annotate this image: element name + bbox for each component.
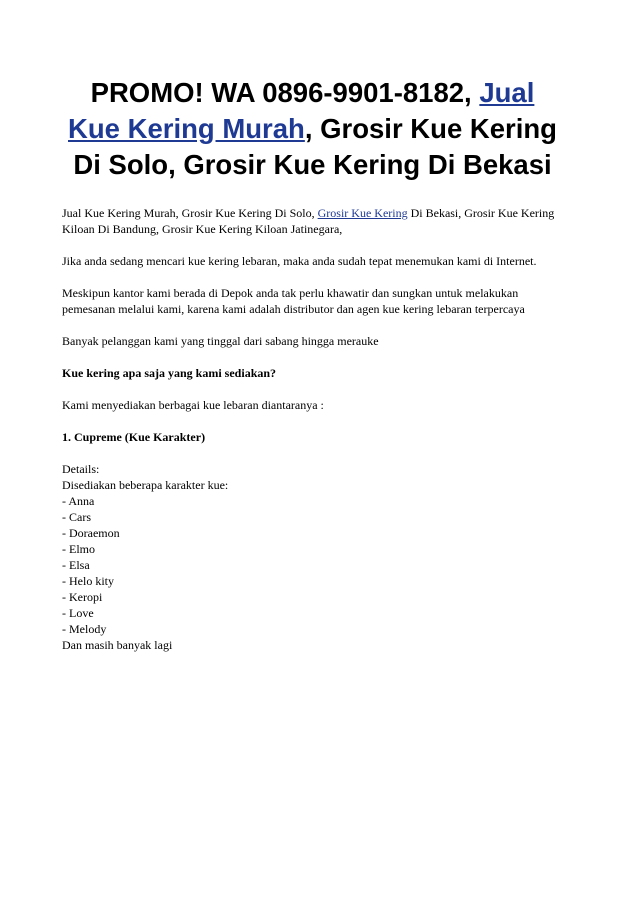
title-link[interactable]: Jual Kue Kering Murah	[68, 77, 535, 144]
details-block	[62, 461, 563, 653]
list-item: - Doraemon	[62, 526, 120, 540]
details-label: Details:	[62, 462, 100, 476]
document-body	[62, 205, 563, 653]
details-subtitle: Disediakan beberapa karakter kue:	[62, 478, 229, 492]
list-item: - Keropi	[62, 590, 103, 604]
list-item: - Helo kity	[62, 574, 114, 588]
paragraph-search: Jika anda sedang mencari kue kering lebaran, maka anda sudah tepat menemukan kami di Internet.	[62, 254, 537, 268]
list-item: - Melody	[62, 622, 107, 636]
intro-paragraph	[62, 205, 563, 237]
list-item: - Elmo	[62, 542, 95, 556]
title-suffix: , Grosir Kue Kering Di Solo, Grosir Kue Kering Di Bekasi	[73, 113, 557, 180]
list-item: - Love	[62, 606, 94, 620]
section-heading-cupreme: 1. Cupreme (Kue Karakter)	[62, 430, 206, 444]
question-heading: Kue kering apa saja yang kami sediakan?	[62, 366, 277, 380]
list-item: - Cars	[62, 510, 91, 524]
intro-text-after: Di Bekasi, Grosir Kue Kering Kiloan Di Bandung, Grosir Kue Kering Kiloan Jatinegara,	[62, 206, 555, 236]
document-title	[62, 75, 563, 183]
title-prefix: PROMO! WA 0896-9901-8182,	[90, 77, 480, 108]
intro-text-before: Jual Kue Kering Murah, Grosir Kue Kering Di Solo,	[62, 206, 318, 220]
intro-link[interactable]: Grosir Kue Kering	[317, 206, 408, 220]
character-list	[62, 493, 563, 637]
paragraph-offerings: Kami menyediakan berbagai kue lebaran diantaranya :	[62, 398, 324, 412]
list-item: - Anna	[62, 494, 95, 508]
paragraph-office: Meskipun kantor kami berada di Depok anda tak perlu khawatir dan sungkan untuk melakukan pemesanan melalui kami, karena kami adalah distributor dan agen kue kering lebaran terpercaya	[62, 286, 525, 316]
list-item: - Elsa	[62, 558, 90, 572]
details-closing: Dan masih banyak lagi	[62, 638, 173, 652]
paragraph-customers: Banyak pelanggan kami yang tinggal dari sabang hingga merauke	[62, 334, 379, 348]
